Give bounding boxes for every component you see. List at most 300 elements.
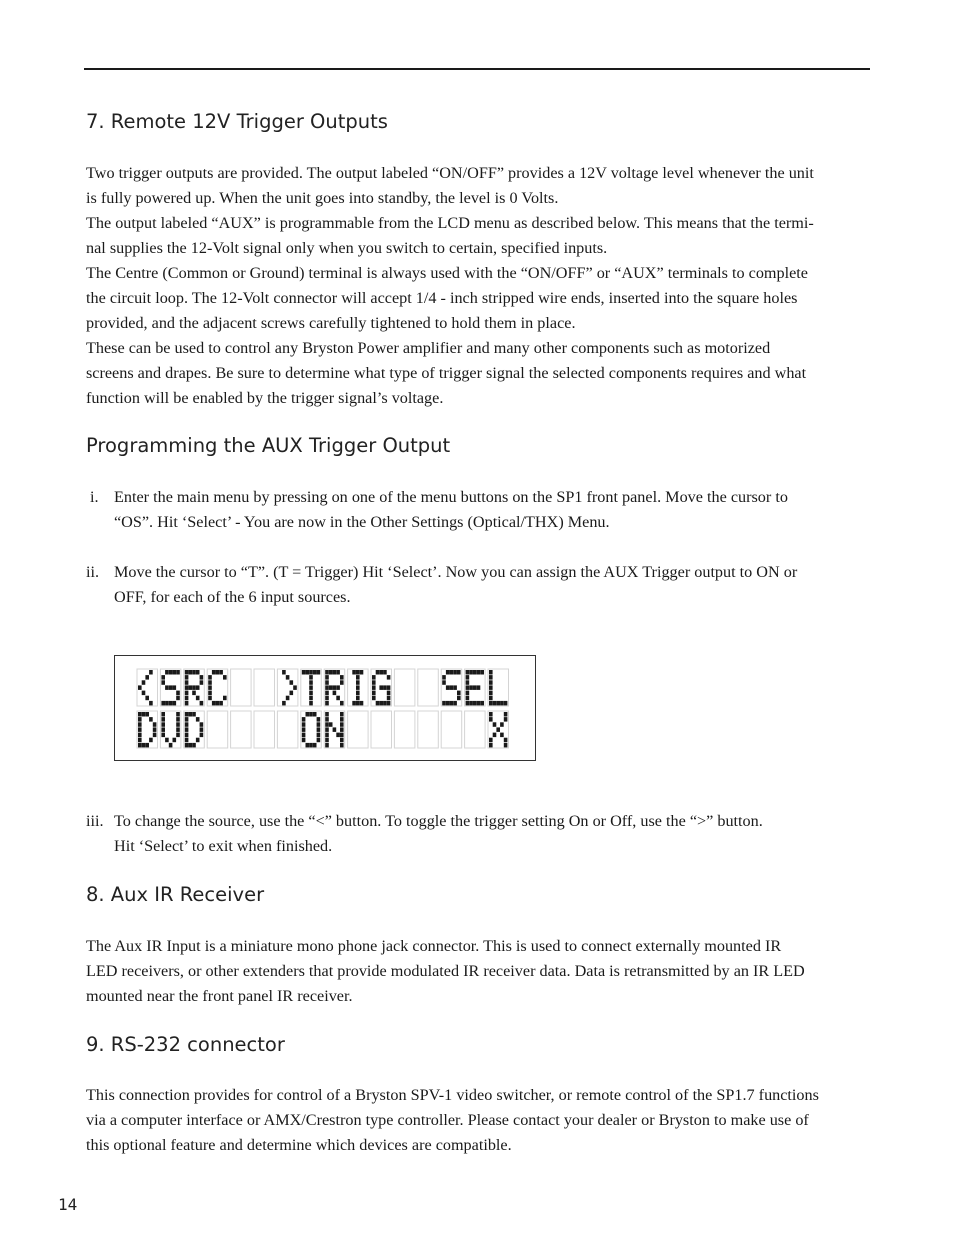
lcd-pixel xyxy=(185,717,189,722)
lcd-pixel xyxy=(138,733,142,738)
lcd-pixel xyxy=(161,712,165,717)
lcd-pixel xyxy=(325,743,329,748)
lcd-pixel xyxy=(329,685,333,690)
lcd-pixel xyxy=(161,701,165,706)
lcd-pixel xyxy=(387,675,391,680)
lcd-pixel xyxy=(504,701,508,706)
lcd-pixel xyxy=(489,675,493,680)
lcd-pixel xyxy=(450,670,454,675)
lcd-pixel xyxy=(496,727,500,732)
text-line: OFF, for each of the 6 input sources. xyxy=(114,588,351,606)
lcd-pixel xyxy=(325,696,329,701)
lcd-pixel xyxy=(165,738,169,743)
lcd-pixel xyxy=(457,696,461,701)
lcd-pixel xyxy=(376,670,380,675)
section-8-body xyxy=(86,934,876,1009)
lcd-cell xyxy=(418,711,439,748)
lcd-pixel xyxy=(169,743,173,748)
lcd-pixel xyxy=(466,691,470,696)
lcd-pixel xyxy=(173,670,177,675)
lcd-pixel xyxy=(489,696,493,701)
lcd-pixel xyxy=(185,691,189,696)
section-7-title: 7. Remote 12V Trigger Outputs xyxy=(86,110,388,133)
lcd-pixel xyxy=(169,670,173,675)
text-line: LED receivers, or other extenders that provide modulated IR receiver data. Data is retransmitted by an IR LED xyxy=(86,962,805,980)
lcd-pixel xyxy=(309,685,313,690)
lcd-pixel xyxy=(185,743,189,748)
lcd-pixel xyxy=(442,680,446,685)
lcd-pixel xyxy=(309,696,313,701)
lcd-pixel xyxy=(145,675,149,680)
lcd-pixel xyxy=(352,701,356,706)
lcd-pixel xyxy=(185,670,189,675)
lcd-cell xyxy=(348,711,369,748)
text-line: The Aux IR Input is a miniature mono phone jack connector. This is used to connect externally mounted IR xyxy=(86,937,782,955)
lcd-pixel xyxy=(216,701,220,706)
lcd-pixel xyxy=(189,670,193,675)
section-7-body xyxy=(86,161,876,411)
lcd-pixel xyxy=(477,701,481,706)
lcd-pixel xyxy=(185,696,189,701)
lcd-pixel xyxy=(138,738,142,743)
lcd-pixel xyxy=(192,685,196,690)
lcd-pixel xyxy=(379,685,383,690)
lcd-pixel xyxy=(290,691,294,696)
lcd-pixel xyxy=(138,685,142,690)
lcd-pixel xyxy=(466,685,470,690)
lcd-pixel xyxy=(185,727,189,732)
lcd-pixel xyxy=(387,685,391,690)
lcd-pixel xyxy=(317,727,321,732)
lcd-pixel xyxy=(340,675,344,680)
lcd-pixel xyxy=(336,733,340,738)
lcd-pixel xyxy=(282,701,286,706)
text-line: the circuit loop. The 12-Volt connector will accept 1/4 - inch stripped wire ends, inserted into the square holes xyxy=(86,289,798,307)
lcd-pixel xyxy=(192,670,196,675)
text-line: mounted near the front panel IR receiver. xyxy=(86,987,353,1005)
lcd-pixel xyxy=(138,743,142,748)
lcd-cell xyxy=(441,711,462,748)
lcd-pixel xyxy=(379,670,383,675)
lcd-pixel xyxy=(302,722,306,727)
lcd-pixel xyxy=(340,738,344,743)
section-9-title: 9. RS-232 connector xyxy=(86,1033,285,1056)
lcd-pixel xyxy=(372,680,376,685)
lcd-pixel xyxy=(145,743,149,748)
lcd-pixel xyxy=(290,680,294,685)
lcd-pixel xyxy=(219,701,223,706)
lcd-pixel xyxy=(309,670,313,675)
lcd-pixel xyxy=(446,685,450,690)
lcd-pixel xyxy=(387,691,391,696)
lcd-cell xyxy=(371,711,392,748)
lcd-pixel xyxy=(477,670,481,675)
lcd-pixel xyxy=(176,733,180,738)
lcd-pixel xyxy=(200,675,204,680)
lcd-pixel xyxy=(340,722,344,727)
lcd-pixel xyxy=(313,712,317,717)
text-line: “OS”. Hit ‘Select’ - You are now in the Other Settings (Optical/THX) Menu. xyxy=(114,513,610,531)
lcd-pixel xyxy=(189,743,193,748)
lcd-pixel xyxy=(473,685,477,690)
lcd-pixel xyxy=(325,701,329,706)
lcd-pixel xyxy=(306,743,310,748)
header-rule xyxy=(84,68,870,70)
lcd-pixel xyxy=(489,685,493,690)
lcd-pixel xyxy=(176,670,180,675)
lcd-pixel xyxy=(302,717,306,722)
lcd-pixel xyxy=(317,733,321,738)
lcd-pixel xyxy=(216,670,220,675)
lcd-pixel xyxy=(473,670,477,675)
lcd-pixel xyxy=(473,701,477,706)
text-line: Enter the main menu by pressing on one of the menu buttons on the SP1 front panel. Move the cursor to xyxy=(114,488,788,506)
lcd-pixel xyxy=(223,675,227,680)
lcd-pixel xyxy=(466,675,470,680)
lcd-pixel xyxy=(161,727,165,732)
lcd-pixel xyxy=(309,701,313,706)
lcd-pixel xyxy=(340,680,344,685)
lcd-pixel xyxy=(360,701,364,706)
text-line: nal supplies the 12-Volt signal only when you switch to certain, specified inputs. xyxy=(86,239,608,257)
lcd-pixel xyxy=(185,680,189,685)
lcd-pixel xyxy=(504,738,508,743)
lcd-pixel xyxy=(138,722,142,727)
lcd-cell xyxy=(465,711,486,748)
lcd-pixel xyxy=(200,701,204,706)
text-line: this optional feature and determine which devices are compatible. xyxy=(86,1136,512,1154)
lcd-pixel xyxy=(356,675,360,680)
lcd-cell xyxy=(418,669,439,706)
text-line: function will be enabled by the trigger signal’s voltage. xyxy=(86,389,444,407)
lcd-cell xyxy=(277,711,298,748)
lcd-pixel xyxy=(145,712,149,717)
lcd-pixel xyxy=(325,722,329,727)
lcd-pixel xyxy=(138,712,142,717)
lcd-pixel xyxy=(286,675,290,680)
lcd-pixel xyxy=(165,670,169,675)
lcd-pixel xyxy=(282,670,286,675)
lcd-matrix xyxy=(115,656,535,760)
lcd-pixel xyxy=(372,675,376,680)
lcd-pixel xyxy=(185,738,189,743)
lcd-pixel xyxy=(372,685,376,690)
lcd-pixel xyxy=(325,670,329,675)
lcd-pixel xyxy=(196,670,200,675)
lcd-pixel xyxy=(317,738,321,743)
lcd-pixel xyxy=(208,691,212,696)
lcd-pixel xyxy=(196,738,200,743)
lcd-pixel xyxy=(500,733,504,738)
lcd-pixel xyxy=(383,685,387,690)
lcd-cell xyxy=(231,711,252,748)
lcd-pixel xyxy=(442,701,446,706)
lcd-pixel xyxy=(169,701,173,706)
text-line: Move the cursor to “T”. (T = Trigger) Hit ‘Select’. Now you can assign the AUX Trigger output to ON or xyxy=(114,563,798,581)
lcd-pixel xyxy=(469,701,473,706)
lcd-pixel xyxy=(313,743,317,748)
lcd-pixel xyxy=(504,712,508,717)
lcd-pixel xyxy=(302,733,306,738)
text-line: The Centre (Common or Ground) terminal is always used with the “ON/OFF” or “AUX” terminals to complete xyxy=(86,264,808,282)
lcd-pixel xyxy=(340,743,344,748)
lcd-pixel xyxy=(457,670,461,675)
step-number: i. xyxy=(90,488,99,506)
lcd-pixel xyxy=(185,722,189,727)
text-line: These can be used to control any Bryston Power amplifier and many other components such as motorized xyxy=(86,339,771,357)
lcd-pixel xyxy=(325,675,329,680)
lcd-pixel xyxy=(489,712,493,717)
lcd-pixel xyxy=(340,717,344,722)
lcd-pixel xyxy=(356,685,360,690)
lcd-pixel xyxy=(333,685,337,690)
lcd-pixel xyxy=(453,701,457,706)
lcd-pixel xyxy=(489,680,493,685)
lcd-pixel xyxy=(489,743,493,748)
lcd-pixel xyxy=(173,738,177,743)
lcd-pixel xyxy=(309,691,313,696)
lcd-pixel xyxy=(189,685,193,690)
lcd-pixel xyxy=(336,685,340,690)
lcd-cell xyxy=(207,711,228,748)
lcd-pixel xyxy=(176,691,180,696)
page-number: 14 xyxy=(58,1195,78,1214)
lcd-cell xyxy=(231,669,252,706)
lcd-pixel xyxy=(185,701,189,706)
lcd-pixel xyxy=(317,717,321,722)
text-line: Two trigger outputs are provided. The output labeled “ON/OFF” provides a 12V voltage level whenever the unit xyxy=(86,164,814,182)
lcd-pixel xyxy=(173,685,177,690)
lcd-pixel xyxy=(302,738,306,743)
lcd-pixel xyxy=(196,696,200,701)
lcd-pixel xyxy=(173,701,177,706)
lcd-pixel xyxy=(340,701,344,706)
lcd-pixel xyxy=(317,670,321,675)
lcd-cell xyxy=(254,711,275,748)
lcd-pixel xyxy=(340,733,344,738)
lcd-pixel xyxy=(450,701,454,706)
lcd-pixel xyxy=(480,670,484,675)
lcd-pixel xyxy=(165,685,169,690)
lcd-pixel xyxy=(453,670,457,675)
lcd-pixel xyxy=(466,696,470,701)
lcd-pixel xyxy=(496,701,500,706)
lcd-pixel xyxy=(176,722,180,727)
lcd-pixel xyxy=(200,733,204,738)
lcd-pixel xyxy=(372,691,376,696)
lcd-pixel xyxy=(469,685,473,690)
lcd-pixel xyxy=(192,712,196,717)
lcd-pixel xyxy=(309,680,313,685)
text-line: is fully powered up. When the unit goes into standby, the level is 0 Volts. xyxy=(86,189,559,207)
lcd-pixel xyxy=(317,722,321,727)
lcd-cell xyxy=(254,669,275,706)
lcd-pixel xyxy=(500,701,504,706)
lcd-pixel xyxy=(200,727,204,732)
lcd-pixel xyxy=(325,691,329,696)
lcd-pixel xyxy=(325,712,329,717)
lcd-pixel xyxy=(192,743,196,748)
lcd-pixel xyxy=(196,685,200,690)
lcd-pixel xyxy=(500,722,504,727)
lcd-pixel xyxy=(336,670,340,675)
lcd-pixel xyxy=(325,727,329,732)
lcd-pixel xyxy=(223,696,227,701)
lcd-pixel xyxy=(153,733,157,738)
lcd-pixel xyxy=(208,685,212,690)
lcd-pixel xyxy=(153,727,157,732)
lcd-cell xyxy=(394,669,415,706)
lcd-cell xyxy=(394,711,415,748)
lcd-pixel xyxy=(372,696,376,701)
lcd-pixel xyxy=(219,670,223,675)
lcd-pixel xyxy=(161,722,165,727)
lcd-pixel xyxy=(446,670,450,675)
step-number: ii. xyxy=(86,563,100,581)
lcd-pixel xyxy=(138,727,142,732)
lcd-pixel xyxy=(176,717,180,722)
text-line: The output labeled “AUX” is programmable from the LCD menu as described below. This means that the termi- xyxy=(86,214,814,232)
lcd-pixel xyxy=(161,675,165,680)
text-line: Hit ‘Select’ to exit when finished. xyxy=(114,837,333,855)
lcd-pixel xyxy=(489,701,493,706)
lcd-pixel xyxy=(185,685,189,690)
lcd-pixel xyxy=(142,680,146,685)
lcd-pixel xyxy=(192,691,196,696)
lcd-pixel xyxy=(302,727,306,732)
lcd-pixel xyxy=(489,738,493,743)
lcd-pixel xyxy=(161,733,165,738)
lcd-pixel xyxy=(200,680,204,685)
lcd-pixel xyxy=(176,696,180,701)
lcd-pixel xyxy=(313,670,317,675)
lcd-pixel xyxy=(138,717,142,722)
lcd-pixel xyxy=(145,696,149,701)
lcd-pixel xyxy=(493,701,497,706)
text-line: To change the source, use the “<” button. To toggle the trigger setting On or Off, use the “>” button. xyxy=(114,812,763,830)
lcd-pixel xyxy=(169,685,173,690)
lcd-pixel xyxy=(293,685,297,690)
lcd-pixel xyxy=(489,691,493,696)
lcd-pixel xyxy=(493,722,497,727)
lcd-pixel xyxy=(504,717,508,722)
lcd-pixel xyxy=(333,727,337,732)
lcd-pixel xyxy=(149,738,153,743)
lcd-pixel xyxy=(356,696,360,701)
lcd-pixel xyxy=(329,670,333,675)
lcd-pixel xyxy=(469,670,473,675)
lcd-pixel xyxy=(149,670,153,675)
section-9-body xyxy=(86,1083,876,1158)
lcd-pixel xyxy=(325,733,329,738)
lcd-pixel xyxy=(200,722,204,727)
lcd-pixel xyxy=(309,675,313,680)
text-line: This connection provides for control of a Bryston SPV-1 video switcher, or remote control of the SP1.7 functions xyxy=(86,1086,819,1104)
lcd-pixel xyxy=(356,680,360,685)
lcd-pixel xyxy=(302,670,306,675)
lcd-pixel xyxy=(453,685,457,690)
lcd-pixel xyxy=(340,712,344,717)
text-line: provided, and the adjacent screws carefully tightened to hold them in place. xyxy=(86,314,576,332)
lcd-pixel xyxy=(333,670,337,675)
lcd-pixel xyxy=(450,685,454,690)
lcd-pixel xyxy=(208,675,212,680)
lcd-pixel xyxy=(446,701,450,706)
lcd-pixel xyxy=(208,696,212,701)
lcd-pixel xyxy=(142,743,146,748)
lcd-display-illustration xyxy=(114,655,536,761)
lcd-pixel xyxy=(161,680,165,685)
lcd-pixel xyxy=(196,717,200,722)
lcd-pixel xyxy=(176,712,180,717)
lcd-pixel xyxy=(379,701,383,706)
lcd-pixel xyxy=(356,670,360,675)
lcd-pixel xyxy=(325,717,329,722)
lcd-pixel xyxy=(329,722,333,727)
lcd-pixel xyxy=(149,701,153,706)
lcd-pixel xyxy=(383,701,387,706)
lcd-pixel xyxy=(376,701,380,706)
lcd-pixel xyxy=(185,712,189,717)
lcd-pixel xyxy=(212,670,216,675)
lcd-pixel xyxy=(309,712,313,717)
lcd-pixel xyxy=(356,691,360,696)
lcd-pixel xyxy=(387,696,391,701)
lcd-pixel xyxy=(352,670,356,675)
lcd-pixel xyxy=(306,670,310,675)
lcd-pixel xyxy=(185,675,189,680)
lcd-pixel xyxy=(189,712,193,717)
lcd-pixel xyxy=(466,680,470,685)
lcd-pixel xyxy=(142,691,146,696)
lcd-pixel xyxy=(286,696,290,701)
lcd-pixel xyxy=(333,691,337,696)
lcd-pixel xyxy=(325,738,329,743)
lcd-pixel xyxy=(442,675,446,680)
lcd-pixel xyxy=(504,743,508,748)
lcd-pixel xyxy=(466,670,470,675)
lcd-pixel xyxy=(387,701,391,706)
lcd-pixel xyxy=(489,670,493,675)
lcd-pixel xyxy=(325,680,329,685)
step-number: iii. xyxy=(86,812,104,830)
lcd-pixel xyxy=(340,727,344,732)
lcd-pixel xyxy=(480,701,484,706)
lcd-pixel xyxy=(325,685,329,690)
lcd-pixel xyxy=(457,691,461,696)
aux-programming-title: Programming the AUX Trigger Output xyxy=(86,434,451,457)
lcd-pixel xyxy=(383,670,387,675)
lcd-pixel xyxy=(176,727,180,732)
text-line: via a computer interface or AMX/Crestron type controller. Please contact your dealer or Bryston to make use of xyxy=(86,1111,809,1129)
lcd-pixel xyxy=(356,701,360,706)
text-line: screens and drapes. Be sure to determine what type of trigger signal the selected components requires and what xyxy=(86,364,807,382)
lcd-pixel xyxy=(142,712,146,717)
lcd-pixel xyxy=(208,680,212,685)
lcd-pixel xyxy=(185,733,189,738)
lcd-pixel xyxy=(306,712,310,717)
lcd-pixel xyxy=(493,733,497,738)
lcd-pixel xyxy=(165,701,169,706)
lcd-pixel xyxy=(309,743,313,748)
lcd-pixel xyxy=(477,685,481,690)
section-8-title: 8. Aux IR Receiver xyxy=(86,883,265,906)
lcd-pixel xyxy=(489,717,493,722)
lcd-pixel xyxy=(161,717,165,722)
lcd-pixel xyxy=(466,701,470,706)
lcd-pixel xyxy=(360,670,364,675)
lcd-pixel xyxy=(336,696,340,701)
